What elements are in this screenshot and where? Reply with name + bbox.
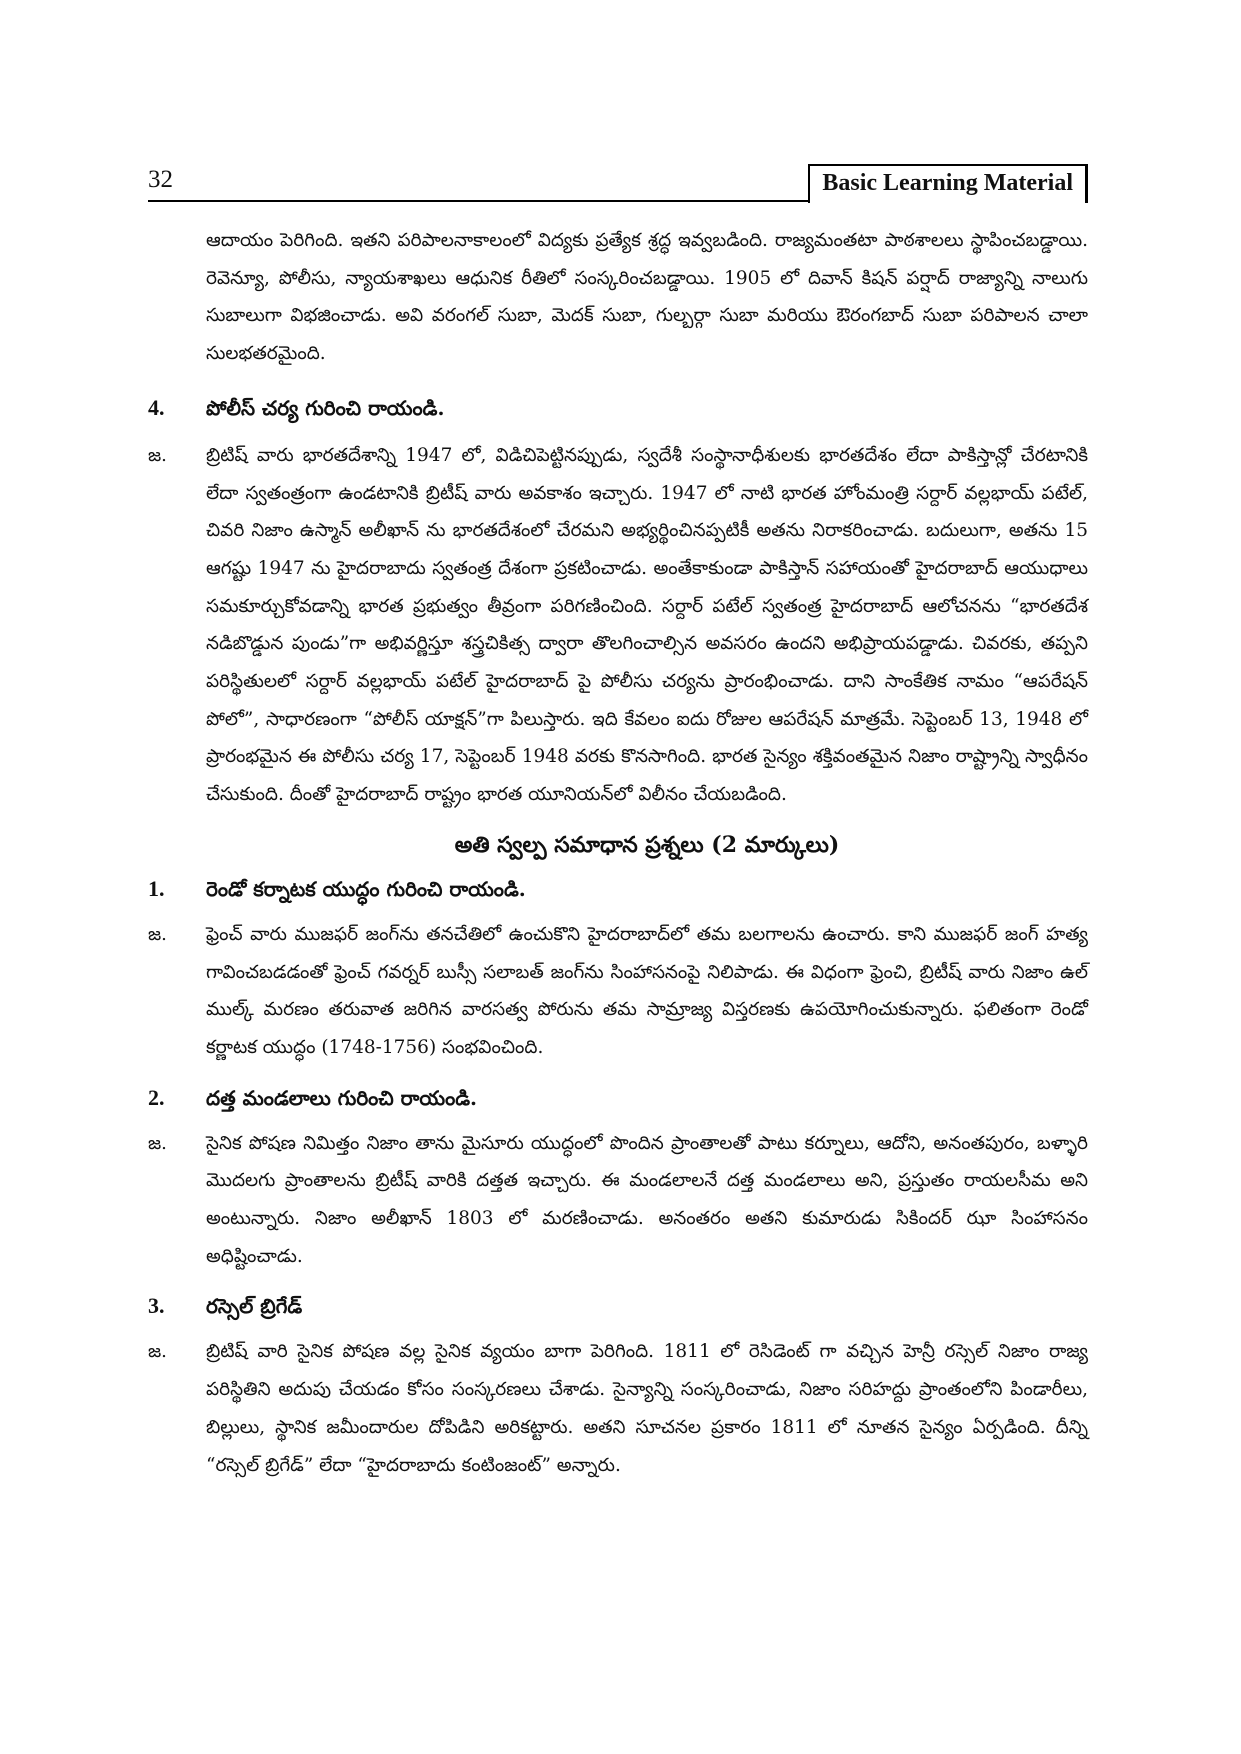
answer-1-label: జ.: [148, 923, 167, 945]
question-3: [148, 1291, 1088, 1321]
question-2: [148, 1083, 1088, 1113]
question-3-number: 3.: [148, 1293, 165, 1319]
question-4-text: పోలీస్ చర్య గురించి రాయండి.: [206, 395, 445, 420]
question-1-number: 1.: [148, 875, 165, 901]
question-2-number: 2.: [148, 1084, 165, 1110]
answer-4: [148, 437, 1088, 814]
answer-3: [148, 1333, 1088, 1484]
answer-4-text: బ్రిటిష్ వారు భారతదేశాన్ని 1947 లో, విడిచిపెట్టినప్పుడు, స్వదేశీ సంస్థానాధీశులకు భారతదేశం లేదా పాకిస్తాన్లో చేరటానికి లేదా స్వతంత్రంగా ఉండటానికి బ్రిటీష్ వారు అవకాశం ఇచ్చారు. 1947 లో నాటి భారత హోంమంత్రి సర్దార్ వల్లభాయ్ పటేల్, చివరి నిజాం ఉస్మాన్ అలీఖాన్ ను భారతదేశంలో చేరమని అభ్యర్థించినప్పటికీ అతను నిరాకరించాడు. బదులుగా, అతను 15 ఆగష్టు 1947 ను హైదరాబాదు స్వతంత్ర దేశంగా ప్రకటించాడు. అంతేకాకుండా పాకిస్తాన్ సహాయంతో హైదరాబాద్ ఆయుధాలు సమకూర్చుకోవడాన్ని భారత ప్రభుత్వం తీవ్రంగా పరిగణించింది. సర్దార్ పటేల్ స్వతంత్ర హైదరాబాద్ ఆలోచనను “భారతదేశ నడిబొడ్డున పుండు”గా అభివర్ణిస్తూ శస్త్రచికిత్స ద్వారా తొలగించాల్సిన అవసరం ఉందని అభిప్రాయపడ్డాడు. చివరకు, తప్పని పరిస్థితులలో సర్దార్ వల్లభాయ్ పటేల్ హైదరాబాద్ పై పోలీసు చర్యను ప్రారంభించాడు. దాని సాంకేతిక నామం “ఆపరేషన్ పోలో”, సాధారణంగా “పోలీస్ యాక్షన్”గా పిలుస్తారు. ఇది కేవలం ఐదు రోజుల ఆపరేషన్ మాత్రమే. సెప్టెంబర్ 13, 1948 లో ప్రారంభమైన ఈ పోలీసు చర్య 17, సెప్టెంబర్ 1948 వరకు కొనసాగింది. భారత సైన్యం శక్తివంతమైన నిజాం రాష్ట్రాన్ని స్వాధీనం చేసుకుంది. దీంతో హైదరాబాద్ రాష్ట్రం భారత యూనియన్‌లో విలీనం చేయబడింది.: [206, 444, 1088, 806]
answer-4-label: జ.: [148, 444, 167, 466]
answer-1: [148, 916, 1088, 1067]
question-4-number: 4.: [148, 394, 165, 420]
book-title-box: Basic Learning Material: [808, 164, 1088, 203]
page-content: [148, 222, 1088, 1484]
question-1-text: రెండో కర్నాటక యుద్ధం గురించి రాయండి.: [206, 876, 526, 901]
page-number: 32: [148, 166, 173, 193]
answer-2-label: జ.: [148, 1132, 167, 1154]
answer-2: [148, 1125, 1088, 1276]
answer-3-label: జ.: [148, 1341, 167, 1363]
question-1: [148, 874, 1088, 904]
answer-3-text: బ్రిటిష్ వారి సైనిక పోషణ వల్ల సైనిక వ్యయం బాగా పెరిగింది. 1811 లో రెసిడెంట్ గా వచ్చిన హెన్రీ రస్సెల్ నిజాం రాజ్య పరిస్థితిని అదుపు చేయడం కోసం సంస్కరణలు చేశాడు. సైన్యాన్ని సంస్కరించాడు, నిజాం సరిహద్దు ప్రాంతంలోని పిండారీలు, బిల్లులు, స్థానిక జమీందారుల దోపిడిని అరికట్టారు. అతని సూచనల ప్రకారం 1811 లో నూతన సైన్యం ఏర్పడింది. దీన్ని “రస్సెల్ బ్రిగేడ్” లేదా “హైదరాబాదు కంటింజంట్” అన్నారు.: [206, 1341, 1088, 1476]
answer-2-text: సైనిక పోషణ నిమిత్తం నిజాం తాను మైసూరు యుద్ధంలో పొందిన ప్రాంతాలతో పాటు కర్నూలు, ఆదోని, అనంతపురం, బళ్ళారి మొదలగు ప్రాంతాలను బ్రిటీష్ వారికి దత్తత ఇచ్చారు. ఈ మండలాలనే దత్త మండలాలు అని, ప్రస్తుతం రాయలసీమ అని అంటున్నారు. నిజాం అలీఖాన్ 1803 లో మరణించాడు. అనంతరం అతని కుమారుడు సికిందర్ ఝా సింహాసనం అధిష్టించాడు.: [206, 1132, 1088, 1267]
answer-1-text: ఫ్రెంచ్ వారు ముజఫర్ జంగ్‌ను తనచేతిలో ఉంచుకొని హైదరాబాద్‌లో తమ బలగాలను ఉంచారు. కాని ముజఫర్ జంగ్ హత్య గావించబడడంతో ఫ్రెంచ్ గవర్నర్ బుస్సీ సలాబత్ జంగ్‌ను సింహాసనంపై నిలిపాడు. ఈ విధంగా ఫ్రెంచి, బ్రిటీష్ వారు నిజాం ఉల్ ముల్క్ మరణం తరువాత జరిగిన వారసత్వ పోరును తమ సామ్రాజ్య విస్తరణకు ఉపయోగించుకున్నారు. ఫలితంగా రెండో కర్ణాటక యుద్ధం (1748-1756) సంభవించింది.: [206, 923, 1088, 1058]
question-3-text: రస్సెల్ బ్రిగేడ్: [206, 1294, 303, 1319]
question-4: [148, 393, 1088, 423]
section-title: అతి స్వల్ప సమాధాన ప్రశ్నలు (2 మార్కులు): [454, 831, 840, 858]
intro-paragraph: ఆదాయం పెరిగింది. ఇతని పరిపాలనాకాలంలో విద్యకు ప్రత్యేక శ్రద్ధ ఇవ్వబడింది. రాజ్యమంతటా పాఠశాలలు స్థాపించబడ్డాయి. రెవెన్యూ, పోలీసు, న్యాయశాఖలు ఆధునిక రీతిలో సంస్కరించబడ్డాయి. 1905 లో దివాన్ కిషన్ పర్షాద్ రాజ్యాన్ని నాలుగు సుబాలుగా విభజించాడు. అవి వరంగల్ సుబా, మెదక్ సుబా, గుల్బర్గా సుబా మరియు ఔరంగబాద్ సుబా పరిపాలన చాలా సులభతరమైంది.: [206, 230, 1088, 365]
question-2-text: దత్త మండలాలు గురించి రాయండి.: [206, 1085, 477, 1110]
